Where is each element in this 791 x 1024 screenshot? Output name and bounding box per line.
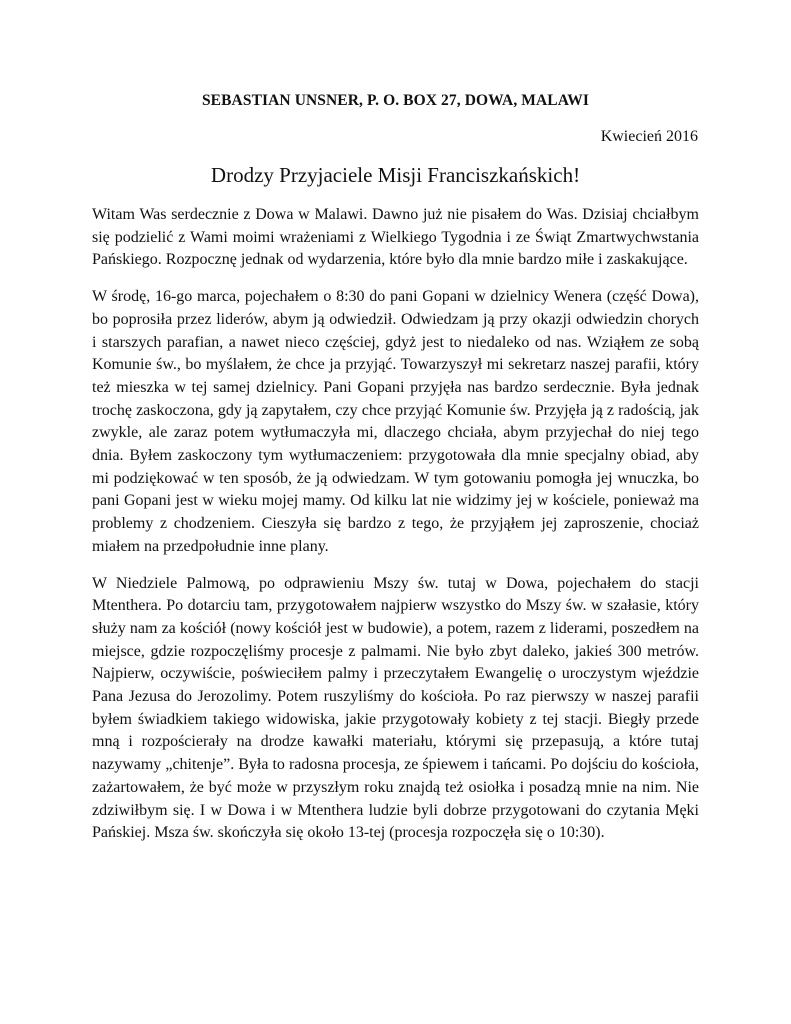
body-paragraph: W środę, 16-go marca, pojechałem o 8:30 do pani Gopani w dzielnicy Wenera (część Dowa), bo poprosiła przez liderów, abym ją odwiedził. Odwiedzam ją przy okazji odwiedzin chorych i starszych parafian, a nawet nieco częściej, gdyż jest to niedaleko od nas. Wziąłem ze sobą Komunie św., bo myślałem, że chce ja przyjąć. Towarzyszył mi sekretarz naszej parafii, który też mieszka w tej samej dzielnicy. Pani Gopani przyjęła nas bardzo serdecznie. Była jednak trochę zaskoczona, gdy ją zapytałem, czy chce przyjąć Komunie św. Przyjęła ją z radością, jak zwykle, ale zaraz potem wytłumaczyła mi, dlaczego chciała, abym przyjechał do niej tego dnia. Byłem zaskoczony tym wytłumaczeniem: przygotowała dla mnie specjalny obiad, aby mi podziękować w ten sposób, że ją odwiedzam. W tym gotowaniu pomogła jej wnuczka, bo pani Gopani jest w wieku mojej mamy. Od kilku lat nie widzimy jej w kościele, ponieważ ma problemy z chodzeniem. Cieszyła się bardzo z tego, że przyjąłem jej zaproszenie, chociaż miałem na przedpołudnie inne plany. — [92, 288, 699, 555]
letter-body — [92, 204, 699, 859]
letter-greeting: Drodzy Przyjaciele Misji Franciszkańskich! — [210, 163, 581, 187]
body-paragraph: W Niedziele Palmową, po odprawieniu Mszy św. tutaj w Dowa, pojechałem do stacji Mtenthera. Po dotarciu tam, przygotowałem najpierw wszystko do Mszy św. w szałasie, który służy nam za kościół (nowy kościół jest w budowie), a potem, razem z liderami, poszedłem na miejsce, gdzie rozpoczęliśmy procesje z palmami. Nie było zbyt daleko, jakieś 300 metrów. Najpierw, oczywiście, poświeciłem palmy i przeczytałem Ewangelię o uroczystym wjeździe Pana Jezusa do Jerozolimy. Potem ruszyliśmy do kościoła. Po raz pierwszy w naszej parafii byłem świadkiem takiego widowiska, jakie przygotowały kobiety z tej stacji. Biegły przede mną i rozpościerały na drodze kawałki materiału, którymi się przepasują, a które tutaj nazywamy „chitenje”. Była to radosna procesja, ze śpiewem i tańcami. Po dojściu do kościoła, zażartowałem, że być może w przyszłym roku znajdą też osiołka i posadzą mnie na nim. Nie zdziwiłbym się. I w Dowa i w Mtenthera ludzie byli dobrze przygotowani do czytania Męki Pańskiej. Msza św. skończyła się około 13-tej (procesja rozpoczęła się o 10:30). — [92, 574, 699, 842]
body-paragraph: Witam Was serdecznie z Dowa w Malawi. Dawno już nie pisałem do Was. Dzisiaj chciałbym się podzielić z Wami moimi wrażeniami z Wielkiego Tygodnia i ze Świąt Zmartwychwstania Pańskiego. Rozpocznę jednak od wydarzenia, które było dla mnie bardzo miłe i zaskakujące. — [92, 206, 699, 269]
letter-date: Kwiecień 2016 — [600, 128, 698, 145]
letter-header-address: SEBASTIAN UNSNER, P. O. BOX 27, DOWA, MALAWI — [201, 92, 590, 109]
